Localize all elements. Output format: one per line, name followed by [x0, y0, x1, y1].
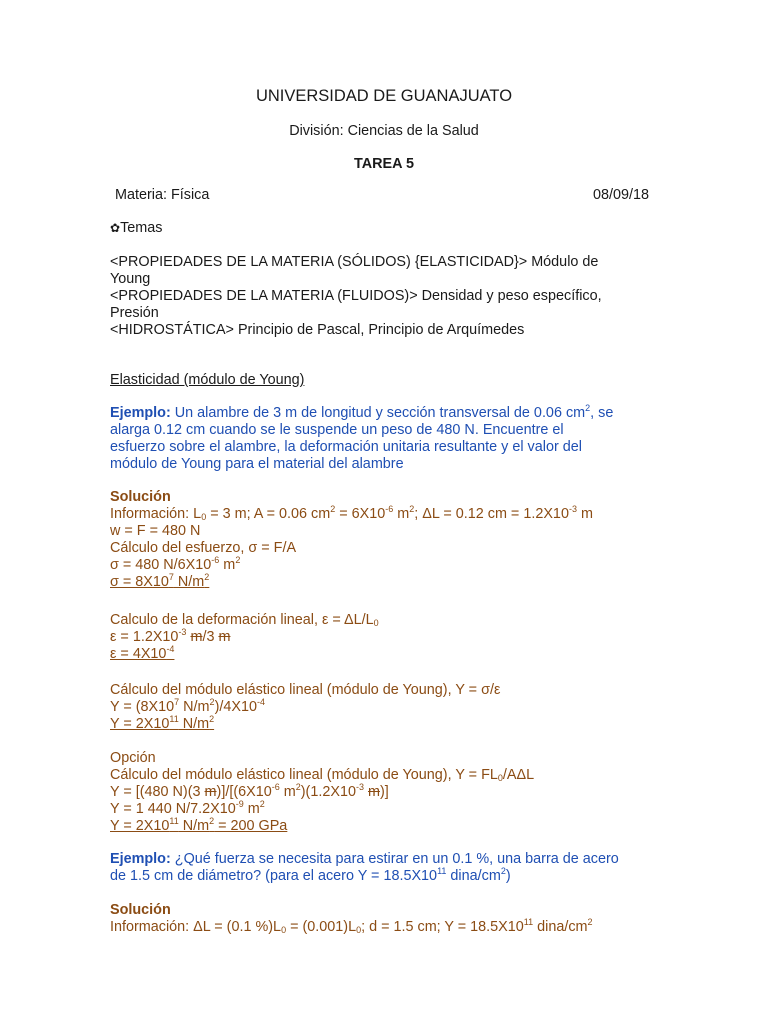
- text: = 200 GPa: [214, 818, 288, 834]
- topic-line-1b: Young: [110, 271, 151, 287]
- text: )]/[(6X10: [216, 784, 272, 800]
- text: N/m: [178, 818, 210, 834]
- solution1-w: w = F = 480 N: [110, 523, 201, 539]
- sup: 2: [295, 782, 301, 792]
- text: = (0.001)L: [286, 919, 357, 935]
- text: Y = 2X10: [110, 716, 170, 732]
- strain-title: [110, 612, 379, 629]
- text: dina/cm: [533, 919, 588, 935]
- text: N/m: [178, 716, 210, 732]
- sup: -6: [271, 782, 280, 792]
- text: ε = 4X10: [110, 646, 167, 662]
- sup: 11: [437, 866, 447, 876]
- text: Y = (8X10: [110, 699, 175, 715]
- text: Calculo de la deformación lineal, ε = ΔL/L: [110, 612, 374, 628]
- sup: 2: [409, 504, 415, 514]
- cancelled-unit: m: [367, 784, 380, 800]
- topic-line-3: <HIDROSTÁTICA> Principio de Pascal, Principio de Arquímedes: [110, 322, 525, 338]
- solution2-info: [110, 919, 593, 936]
- example1-text: , se: [590, 405, 614, 421]
- text: )]: [379, 784, 389, 800]
- sup: 2: [209, 816, 215, 826]
- cancelled-unit: m: [218, 629, 231, 645]
- text: Y = 2X10: [110, 818, 170, 834]
- stress-line2: [110, 574, 209, 591]
- section-title: Elasticidad (módulo de Young): [110, 372, 305, 388]
- topic-line-2b: Presión: [110, 305, 159, 321]
- text: σ = 480 N/6X10: [110, 557, 212, 573]
- sub: 0: [373, 618, 379, 628]
- text: m: [219, 557, 236, 573]
- text: m: [393, 506, 410, 522]
- example1-line4: módulo de Young para el material del alambre: [110, 456, 404, 472]
- text: )(1.2X10: [300, 784, 356, 800]
- solution2-label: Solución: [110, 902, 171, 918]
- text: m: [279, 784, 296, 800]
- stress-title: Cálculo del esfuerzo, σ = F/A: [110, 540, 297, 556]
- sup: -4: [166, 644, 175, 654]
- strain-line2: [110, 646, 174, 663]
- sup: -9: [235, 799, 244, 809]
- option-line2: [110, 801, 265, 818]
- text: σ = 8X10: [110, 574, 169, 590]
- sup: 2: [330, 504, 336, 514]
- option-title: [110, 767, 534, 784]
- sup: 7: [174, 697, 180, 707]
- sup: -4: [256, 697, 265, 707]
- sup: 2: [587, 917, 593, 927]
- text: ε = 1.2X10: [110, 629, 179, 645]
- sup: 2: [259, 799, 265, 809]
- sup: 7: [168, 572, 174, 582]
- text: = 6X10: [335, 506, 386, 522]
- topics-heading: [110, 220, 162, 237]
- text: m: [576, 506, 593, 522]
- text: )/4X10: [214, 699, 257, 715]
- sup: 2: [209, 697, 215, 707]
- sub: 0: [201, 512, 207, 522]
- sup: 2: [500, 866, 506, 876]
- text: ): [505, 868, 511, 884]
- sub: 0: [497, 773, 503, 783]
- sup: -3: [178, 627, 187, 637]
- subject-line: Materia: Física: [115, 187, 210, 203]
- date-line: 08/09/18: [593, 187, 650, 203]
- topics-heading-text: Temas: [120, 220, 163, 236]
- sup: 2: [585, 403, 591, 413]
- text: = 3 m; A = 0.06 cm: [206, 506, 331, 522]
- sup: 11: [169, 816, 179, 826]
- sup: -3: [355, 782, 364, 792]
- sup: 2: [204, 572, 210, 582]
- text: de 1.5 cm de diámetro? (para el acero Y = 18.5X10: [110, 868, 438, 884]
- example1-label: Ejemplo:: [110, 405, 171, 421]
- text: ; d = 1.5 cm; Y = 18.5X10: [361, 919, 524, 935]
- example2-text: ¿Qué fuerza se necesita para estirar en un 0.1 %, una barra de acero: [174, 851, 619, 867]
- topic-line-2: <PROPIEDADES DE LA MATERIA (FLUIDOS)> Densidad y peso específico,: [110, 288, 602, 304]
- example2-line2: [110, 868, 511, 885]
- example2-label: Ejemplo:: [110, 851, 171, 867]
- task-title: TAREA 5: [354, 156, 414, 172]
- sup: 11: [169, 714, 179, 724]
- text: /AΔL: [502, 767, 535, 783]
- text: Y = 1 440 N/7.2X10: [110, 801, 236, 817]
- text: Información: L: [110, 506, 202, 522]
- text: ; ΔL = 0.12 cm = 1.2X10: [414, 506, 569, 522]
- flower-bullet-icon: ✿: [110, 221, 121, 235]
- sup: -3: [568, 504, 577, 514]
- university-title: UNIVERSIDAD DE GUANAJUATO: [255, 87, 513, 105]
- text: N/m: [179, 699, 210, 715]
- cancelled-unit: m: [190, 629, 203, 645]
- sup: -6: [385, 504, 394, 514]
- text: Cálculo del módulo elástico lineal (módulo de Young), Y = FL: [110, 767, 498, 783]
- sup: 2: [209, 714, 215, 724]
- example1-line1: [110, 405, 613, 422]
- sup: 11: [523, 917, 534, 927]
- example1-line2: alarga 0.12 cm cuando se le suspende un peso de 480 N. Encuentre el: [110, 422, 564, 438]
- young-line1: [110, 699, 265, 716]
- stress-line1: [110, 557, 240, 574]
- example1-text: Un alambre de 3 m de longitud y sección transversal de 0.06 cm: [174, 405, 586, 421]
- solution1-label: Solución: [110, 489, 171, 505]
- young-title: Cálculo del módulo elástico lineal (módulo de Young), Y = σ/ε: [110, 682, 501, 698]
- text: dina/cm: [446, 868, 501, 884]
- division-line: División: Ciencias de la Salud: [289, 123, 479, 139]
- option-line1: [110, 784, 389, 801]
- text: Y = [(480 N)(3: [110, 784, 205, 800]
- option-line3: [110, 818, 287, 835]
- text: m: [243, 801, 260, 817]
- example1-line3: esfuerzo sobre el alambre, la deformación unitaria resultante y el valor del: [110, 439, 582, 455]
- text: Información: ΔL = (0.1 %)L: [110, 919, 282, 935]
- text: /3: [202, 629, 219, 645]
- text: N/m: [173, 574, 205, 590]
- example2-line1: [110, 851, 619, 868]
- sub: 0: [356, 925, 362, 935]
- topic-line-1: <PROPIEDADES DE LA MATERIA (SÓLIDOS) {ELASTICIDAD}> Módulo de: [110, 254, 599, 270]
- solution1-info: [110, 506, 593, 523]
- sup: -6: [211, 555, 220, 565]
- sup: 2: [235, 555, 241, 565]
- young-line2: [110, 716, 214, 733]
- option-label: Opción: [110, 750, 156, 766]
- sub: 0: [281, 925, 287, 935]
- cancelled-unit: m: [204, 784, 217, 800]
